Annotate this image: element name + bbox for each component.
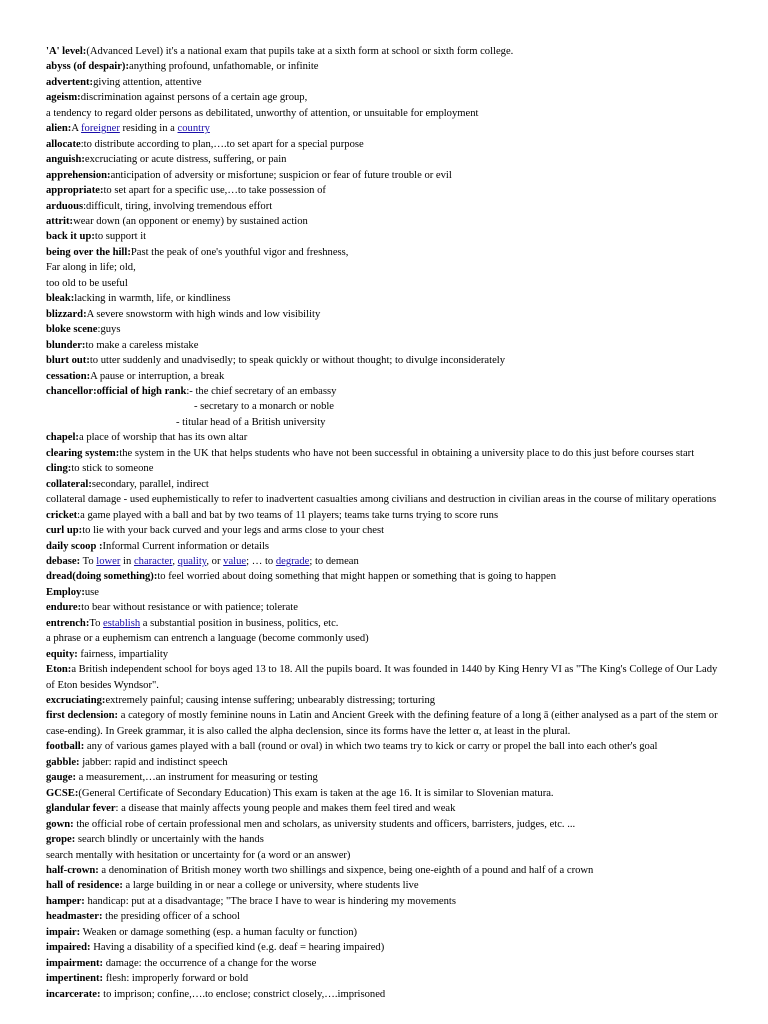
glossary-definition: :- the chief secretary of an embassy — [186, 385, 337, 397]
glossary-term: attrit: — [46, 215, 74, 227]
glossary-definition: , or — [206, 555, 224, 567]
glossary-definition: to feel worried about doing something that might happen or something that is going to happen — [157, 571, 557, 583]
glossary-term: blizzard: — [46, 308, 87, 320]
glossary-entry — [46, 461, 726, 476]
glossary-entry — [46, 183, 726, 198]
glossary-entry — [46, 446, 726, 461]
glossary-definition: :difficult, tiring, involving tremendous effort — [83, 200, 273, 212]
glossary-entry — [46, 90, 726, 105]
glossary-definition: jabber: rapid and indistinct speech — [79, 756, 228, 768]
glossary-definition: ; to demean — [309, 555, 359, 567]
glossary-definition: lacking in warmth, life, or kindliness — [74, 293, 231, 305]
glossary-definition: a large building in or near a college or university, where students live — [122, 880, 419, 892]
glossary-term: alien: — [46, 123, 72, 135]
glossary-term: grope: — [46, 834, 76, 846]
glossary-definition: giving attention, attentive — [93, 76, 202, 88]
glossary-entry — [46, 523, 726, 538]
glossary-definition: to bear without resistance or with patience; tolerate — [81, 602, 298, 614]
glossary-entry — [46, 863, 726, 878]
glossary-definition: to imprison; confine,….to enclose; constrict closely,….imprisoned — [100, 988, 386, 1000]
glossary-definition: Far along in life; old, — [46, 262, 136, 274]
glossary-definition: A severe snowstorm with high winds and low visibility — [86, 308, 321, 320]
glossary-term: first declension: — [46, 710, 119, 722]
glossary-entry — [46, 245, 726, 260]
glossary-entry — [46, 415, 726, 430]
glossary-definition: Having a disability of a specified kind (e.g. deaf = hearing impaired) — [90, 942, 385, 954]
glossary-definition: (General Certificate of Secondary Education) This exam is taken at the age 16. It is similar to Slovenian matura. — [78, 787, 554, 799]
glossary-term: bloke scene — [46, 324, 98, 336]
glossary-term: cessation: — [46, 370, 91, 382]
glossary-entry — [46, 75, 726, 90]
glossary-entry — [46, 956, 726, 971]
glossary-term: back it up: — [46, 231, 95, 243]
glossary-term: impertinent: — [46, 973, 104, 985]
glossary-term: hamper: — [46, 895, 85, 907]
glossary-term: being over the hill: — [46, 246, 131, 258]
glossary-entry — [46, 662, 726, 693]
glossary-entry — [46, 276, 726, 291]
glossary-term: impairment: — [46, 957, 104, 969]
glossary-term: Employ: — [46, 586, 85, 598]
glossary-entry — [46, 631, 726, 646]
glossary-definition: to utter suddenly and unadvisedly; to speak quickly or without thought; to divulge inconsiderately — [89, 355, 506, 367]
glossary-entry — [46, 338, 726, 353]
glossary-term: impaired: — [46, 942, 91, 954]
glossary-entry — [46, 322, 726, 337]
glossary-entry — [46, 369, 726, 384]
glossary-definition: too old to be useful — [46, 277, 128, 289]
glossary-definition: anything profound, unfathomable, or infinite — [129, 61, 319, 73]
glossary-entry — [46, 585, 726, 600]
glossary-definition: wear down (an opponent or enemy) by sustained action — [73, 215, 308, 227]
glossary-entry — [46, 508, 726, 523]
definition-link[interactable]: quality — [177, 555, 207, 567]
glossary-definition: extremely painful; causing intense suffering; unbearably distressing; torturing — [105, 695, 436, 707]
glossary-document — [46, 44, 726, 1002]
glossary-entry — [46, 925, 726, 940]
definition-link[interactable]: lower — [96, 555, 121, 567]
glossary-definition: a category of mostly feminine nouns in Latin and Ancient Greek with the defining feature of a long ā (either analysed as a part of the stem or case-ending). In Greek grammar, it is also called the alpha declension, since its forms have the letter α, at least in the plural. — [46, 710, 718, 737]
glossary-entry — [46, 214, 726, 229]
glossary-term: entrench: — [46, 617, 90, 629]
glossary-entry — [46, 848, 726, 863]
definition-link[interactable]: establish — [103, 617, 141, 629]
glossary-definition: a tendency to regard older persons as debilitated, unworthy of attention, or unsuitable for employment — [46, 107, 479, 119]
glossary-definition: a measurement,…an instrument for measuring or testing — [76, 772, 318, 784]
glossary-term: chapel: — [46, 432, 79, 444]
glossary-term: gauge: — [46, 772, 77, 784]
glossary-definition: secondary, parallel, indirect — [91, 478, 209, 490]
glossary-entry — [46, 909, 726, 924]
glossary-entry — [46, 940, 726, 955]
glossary-term: excruciating: — [46, 695, 106, 707]
glossary-definition: collateral damage - used euphemistically to refer to inadvertent casualties among civilians and destruction in civilian areas in the course of military operations — [46, 494, 717, 506]
glossary-term: headmaster: — [46, 911, 103, 923]
glossary-term: equity: — [46, 648, 78, 660]
glossary-term: 'A' level: — [46, 46, 87, 57]
glossary-term: impair: — [46, 926, 81, 938]
definition-link[interactable]: value — [223, 555, 247, 567]
glossary-definition: : a disease that mainly affects young people and makes them feel tired and weak — [115, 803, 456, 815]
glossary-definition: a place of worship that has its own altar — [78, 432, 248, 444]
glossary-entry — [46, 878, 726, 893]
glossary-definition: :to distribute according to plan,….to set apart for a special purpose — [80, 138, 364, 150]
glossary-term: clearing system: — [46, 447, 120, 459]
glossary-definition: , — [172, 555, 178, 567]
glossary-definition: :a game played with a ball and bat by two teams of 11 players; teams take turns trying to score runs — [77, 509, 499, 521]
glossary-entry — [46, 971, 726, 986]
glossary-entry — [46, 353, 726, 368]
glossary-definition: residing in a — [119, 123, 178, 135]
glossary-definition: excruciating or acute distress, suffering, or pain — [84, 154, 287, 166]
glossary-definition: a substantial position in business, politics, etc. — [140, 617, 339, 629]
glossary-definition: to make a careless mistake — [85, 339, 199, 351]
glossary-term: bleak: — [46, 293, 75, 305]
glossary-term: daily scoop : — [46, 540, 103, 552]
glossary-term: arduous — [46, 200, 84, 212]
glossary-definition: Weaken or damage something (esp. a human faculty or function) — [80, 926, 358, 938]
glossary-term: cling: — [46, 463, 72, 475]
glossary-entry — [46, 832, 726, 847]
glossary-definition: use — [84, 586, 99, 598]
glossary-term: advertent: — [46, 76, 94, 88]
glossary-entry — [46, 817, 726, 832]
glossary-entry — [46, 106, 726, 121]
glossary-entry — [46, 291, 726, 306]
definition-link[interactable]: character — [133, 555, 173, 567]
glossary-term: ageism: — [46, 92, 81, 104]
glossary-entry — [46, 384, 726, 399]
glossary-definition: ; … to — [246, 555, 276, 567]
glossary-definition: to set apart for a specific use,…to take possession of — [103, 185, 326, 197]
glossary-definition: the official robe of certain professional men and scholars, as university students and officers, barristers, judges, etc. ... — [73, 818, 576, 830]
definition-link[interactable]: degrade — [275, 555, 310, 567]
glossary-entry — [46, 554, 726, 569]
glossary-definition: To — [80, 555, 97, 567]
glossary-definition: search blindly or uncertainly with the hands — [75, 834, 264, 846]
glossary-term: glandular fever — [46, 803, 116, 815]
glossary-entry — [46, 199, 726, 214]
glossary-definition: anticipation of adversity or misfortune; suspicion or fear of future trouble or evil — [110, 169, 452, 181]
glossary-term: cricket — [46, 509, 78, 521]
glossary-entry — [46, 430, 726, 445]
glossary-term: dread(doing something): — [46, 571, 158, 583]
glossary-definition: flesh: improperly forward or bold — [103, 973, 249, 985]
glossary-definition: a phrase or a euphemism can entrench a language (become commonly used) — [46, 633, 369, 645]
glossary-entry — [46, 647, 726, 662]
glossary-entry — [46, 307, 726, 322]
glossary-entry — [46, 477, 726, 492]
glossary-definition: to lie with your back curved and your legs and arms close to your chest — [82, 525, 385, 537]
glossary-term: endure: — [46, 602, 82, 614]
glossary-definition: in — [120, 555, 134, 567]
glossary-entry — [46, 229, 726, 244]
glossary-entry — [46, 260, 726, 275]
glossary-term: hall of residence: — [46, 880, 123, 892]
glossary-entry — [46, 492, 726, 507]
glossary-entry — [46, 539, 726, 554]
glossary-entry — [46, 399, 726, 414]
glossary-term: anguish: — [46, 154, 85, 166]
glossary-entry — [46, 693, 726, 708]
glossary-entry — [46, 121, 726, 136]
glossary-term: football: — [46, 741, 85, 753]
glossary-definition: fairness, impartiality — [77, 648, 169, 660]
glossary-entry — [46, 168, 726, 183]
glossary-definition: :guys — [97, 324, 121, 336]
glossary-entry — [46, 987, 726, 1002]
glossary-definition: any of various games played with a ball (round or oval) in which two teams try to kick or carry or propel the ball into each other's goal — [84, 741, 658, 753]
glossary-entry — [46, 770, 726, 785]
glossary-entry — [46, 616, 726, 631]
glossary-definition: A — [71, 123, 82, 135]
glossary-term: GCSE: — [46, 787, 79, 799]
definition-link[interactable]: country — [177, 123, 210, 135]
glossary-entry — [46, 569, 726, 584]
glossary-definition: Past the peak of one's youthful vigor and freshness, — [130, 246, 349, 258]
glossary-entry — [46, 137, 726, 152]
glossary-entry — [46, 786, 726, 801]
glossary-entry — [46, 59, 726, 74]
glossary-definition: To — [89, 617, 104, 629]
glossary-definition: discrimination against persons of a certain age group, — [80, 92, 308, 104]
glossary-definition: to stick to someone — [71, 463, 154, 475]
glossary-definition: a British independent school for boys aged 13 to 18. All the pupils board. It was founded in 1440 by King Henry VI as "The King's College of Our Lady of Eton besides Wyndsor". — [46, 664, 718, 691]
glossary-definition: to support it — [94, 231, 147, 243]
glossary-term: gabble: — [46, 756, 80, 768]
glossary-definition: Informal Current information or details — [102, 540, 270, 552]
glossary-term: debase: — [46, 555, 81, 567]
glossary-term: gown: — [46, 818, 74, 830]
glossary-term: curl up: — [46, 525, 83, 537]
glossary-definition: - secretary to a monarch or noble — [194, 401, 335, 413]
glossary-entry — [46, 894, 726, 909]
glossary-term: blunder: — [46, 339, 86, 351]
glossary-term: half-crown: — [46, 865, 99, 877]
glossary-term: abyss (of despair): — [46, 61, 129, 73]
glossary-term: appropriate: — [46, 185, 104, 197]
glossary-definition: - titular head of a British university — [176, 416, 326, 428]
glossary-definition: (Advanced Level) it's a national exam that pupils take at a sixth form at school or sixth form college. — [86, 46, 514, 57]
glossary-entry — [46, 739, 726, 754]
glossary-term: chancellor:official of high rank — [46, 385, 187, 397]
definition-link[interactable]: foreigner — [81, 123, 120, 135]
glossary-definition: handicap: put at a disadvantage; "The brace I have to wear is hindering my movements — [84, 895, 456, 907]
glossary-term: allocate — [46, 138, 81, 150]
glossary-definition: search mentally with hesitation or uncertainty for (a word or an answer) — [46, 849, 351, 861]
glossary-entry — [46, 708, 726, 739]
glossary-definition: A pause or interruption, a break — [90, 370, 225, 382]
glossary-entry — [46, 44, 726, 59]
glossary-term: apprehension: — [46, 169, 111, 181]
glossary-entry — [46, 600, 726, 615]
glossary-definition: damage: the occurrence of a change for the worse — [103, 957, 317, 969]
glossary-definition: the presiding officer of a school — [102, 911, 240, 923]
glossary-term: Eton: — [46, 664, 72, 676]
glossary-definition: the system in the UK that helps students who have not been successful in obtaining a university place to do this just before courses start — [119, 447, 695, 459]
glossary-entry — [46, 801, 726, 816]
glossary-term: blurt out: — [46, 355, 90, 367]
glossary-term: incarcerate: — [46, 988, 101, 1000]
glossary-term: collateral: — [46, 478, 92, 490]
glossary-definition: a denomination of British money worth two shillings and sixpence, being one-eighth of a pound and half of a crown — [98, 865, 594, 877]
glossary-entry — [46, 755, 726, 770]
glossary-entry — [46, 152, 726, 167]
